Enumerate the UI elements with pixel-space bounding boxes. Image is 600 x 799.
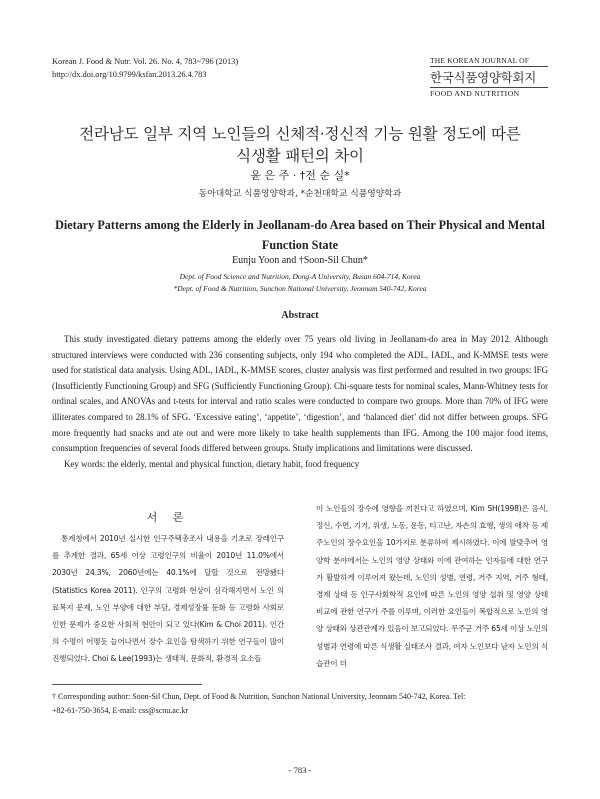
abstract-text: This study investigated dietary patterns among the elderly over 75 years old living in Jeollanam-do area in May 2012. Although structured interviews were conducted with 236 consenting subjects, only 194 who completed the ADL, IADL, and K-MMSE tests were used for statistical data analysis. Using ADL, IADL, K-MMSE scores, cluster analysis was first performed and resulted in two groups: IFG (Insufficiently Functioning Group) and SFG (Sufficiently Functioning Group). Chi-square tests for nominal scales, Mann-Whitney tests for ordinal scales, and ANOVAs and t-tests for interval and ratio scales were conducted to compare two groups. More than 70% of IFG were illiterates compared to 28.1% of SFG. ‘Excessive eating’, ‘appetite’, ‘digestion’, and ‘balanced diet’ did not differ between groups. SFG more frequently had snacks and ate out and were more likely to take health supplements than IFG. Among the 100 major food items, consumption frequencies of several foods differed between groups. Study implications and limitations were discussed.	[52, 334, 548, 454]
english-affiliations	[0, 271, 600, 295]
section-heading-introduction: 서 론	[146, 511, 190, 524]
korean-authors: 윤 은 주 · †전 순 실*	[250, 169, 350, 182]
journal-logo-korean: 한국식품영양학회지	[430, 70, 536, 85]
page-number: - 783 -	[288, 765, 312, 775]
journal-logo-bottom: FOOD AND NUTRITION	[430, 87, 548, 98]
english-authors: Eunju Yoon and †Soon-Sil Chun*	[232, 255, 368, 266]
keywords: Key words: the elderly, mental and physical function, dietary habit, food frequency	[64, 458, 360, 469]
english-affiliation-1: Dept. of Food Science and Nutrition, Dong-A University, Busan 604-714, Korea	[179, 272, 421, 281]
footnote-line1: † Corresponding author: Soon-Sil Chun, Dept. of Food & Nutrition, Sunchon National University, Jeonnam 540-742, Korea. Tel:	[52, 692, 466, 701]
korean-title-line2: 식생활 패턴의 차이	[236, 147, 364, 165]
korean-title-line1: 전라남도 일부 지역 노인들의 신체적·정신적 기능 원활 정도에 따른	[79, 125, 521, 143]
footnote-divider	[52, 684, 202, 685]
footnote	[52, 690, 552, 718]
korean-title	[0, 123, 600, 167]
left-column	[52, 530, 284, 668]
right-column-text: 이 노인들의 장수에 영향을 끼친다고 하였으며, Kim SH(1998)은 음식, 정신, 수면, 기거, 위생, 노동, 운동, 티고난, 자손의 효행, 생의 애착 등 제주노인의 장수요인을 10가지로 분류하여 제시하였다. 이에 발맞추어 영양학 분야에서는 노인의 영양 상태와 이에 관여하는 인자들에 대한 연구가 활발하게 이루어져 왔는데, 노인의 성별, 연령, 거주 지역, 거주 형태, 경제 상태 등 인구사회학적 요인에 따른 노인의 영양 섭취 및 영양 상태 비교에 관한 연구가 주를 이루며, 이러한 요인들이 복합적으로 노인의 영양 상태와 상관관계가 있음이 보고되었다. 무주군 거주 65세 이상 노인의 성별과 연령에 따른 식생활 실태조사 결과, 여자 노인보다 남자 노인의 식습관이 더	[316, 504, 548, 668]
korean-affiliations: 동아대학교 식품영양학과, *순천대학교 식품영양학과	[198, 189, 402, 199]
journal-logo	[430, 56, 548, 98]
journal-citation: Korean J. Food & Nutr. Vol. 26. No. 4, 783~796 (2013)	[52, 57, 239, 66]
abstract-heading: Abstract	[281, 310, 319, 321]
left-column-text: 통계청에서 2010년 실시한 인구주택총조사 내용을 기초로 장래인구를 추계한 결과, 65세 이상 고령인구의 비율이 2010년 11.0%에서 2030년 24.3%, 2060년에는 40.1%에 달할 것으로 전망됐다(Statistics Korea 2011). 인구의 고령화 현상이 심각해지면서 노인 의료복지 문제, 노인 부양에 대한 부담, 경제성장률 둔화 등 고령화 사회로 인한 문제가 중요한 사회적 현안이 되고 있다(Kim & Choi 2011). 인간의 수명이 어떻듯 늘어나면서 장수 요인을 탐색하기 위한 연구들이 많이 진행되었다. Choi & Lee(1993)는 생태적, 문화적, 환경적 요소들	[52, 534, 284, 664]
english-title: Dietary Patterns among the Elderly in Jeollanam-do Area based on Their Physical and Mental Function State	[55, 218, 545, 252]
right-column	[316, 500, 548, 672]
doi-link[interactable]: http://dx.doi.org/10.9799/ksfan.2013.26.4.783	[52, 70, 207, 79]
citation-block	[52, 55, 238, 81]
english-affiliation-2: *Dept. of Food & Nutrition, Sunchon National University, Jeonnam 540-742, Korea	[173, 284, 427, 293]
footnote-line2: +82-61-750-3654, E-mail: css@scnu.ac.kr	[52, 706, 189, 715]
journal-logo-top: THE KOREAN JOURNAL OF	[430, 56, 548, 67]
abstract-body	[52, 332, 548, 472]
